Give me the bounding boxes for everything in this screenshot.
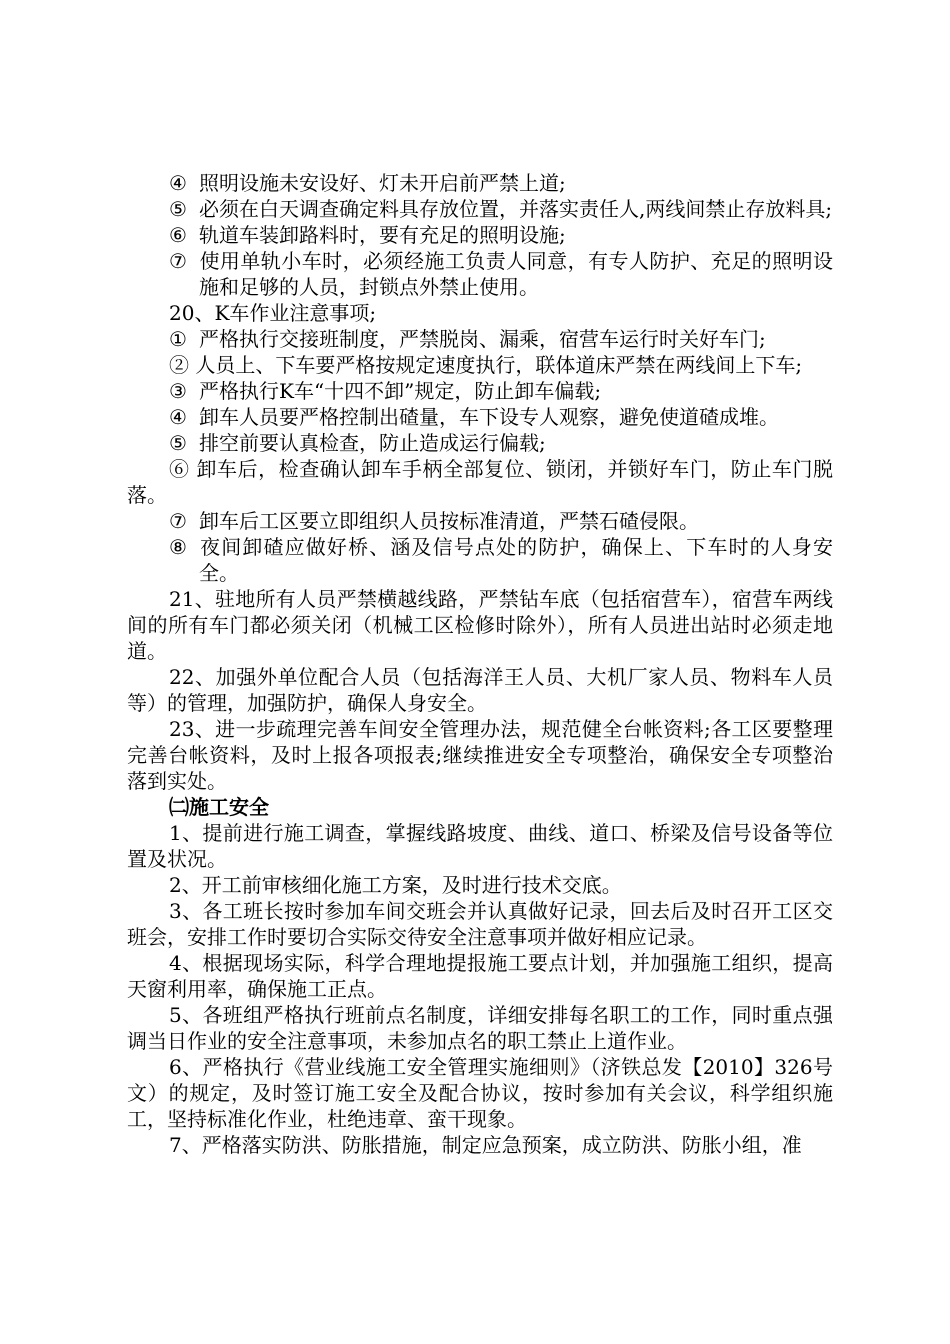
paragraph: 2、开工前审核细化施工方案，及时进行技术交底。 (169, 873, 622, 897)
list-item (127, 508, 833, 534)
paragraph: 7、严格落实防洪、防胀措施，制定应急预案，成立防洪、防胀小组，准 (169, 1133, 802, 1157)
list-marker: ⑤ (169, 431, 187, 455)
list-item (127, 534, 833, 586)
list-marker: ⑦ (169, 249, 187, 273)
paragraph: 20、K车作业注意事项; (169, 301, 377, 325)
list-marker: ④ (169, 171, 187, 195)
list-marker: ⑤ (169, 197, 187, 221)
document-page (127, 170, 833, 1158)
paragraph: 5、各班组严格执行班前点名制度，详细安排每名职工的工作，同时重点强调当日作业的安全注意事项，未参加点名的职工禁止上道作业。 (127, 1003, 833, 1053)
list-item-text: 必须在白天调查确定料具存放位置，并落实责任人,两线间禁止存放料具; (199, 197, 833, 221)
list-marker: ① (169, 327, 187, 351)
paragraph: 21、驻地所有人员严禁横越线路，严禁钻车底（包括宿营车），宿营车两线间的所有车门都必须关闭（机械工区检修时除外），所有人员进出站时必须走地道。 (127, 587, 833, 663)
list-item (127, 378, 833, 404)
paragraph: 22、加强外单位配合人员（包括海洋王人员、大机厂家人员、物料车人员等）的管理，加强防护，确保人身安全。 (127, 665, 833, 715)
paragraph: 6、严格执行《营业线施工安全管理实施细则》（济铁总发【2010】326号文）的规定，及时签订施工安全及配合协议，按时参加有关会议，科学组织施工，坚持标准化作业，杜绝违章、蛮干现象。 (127, 1055, 833, 1131)
paragraph: 3、各工班长按时参加车间交班会并认真做好记录，回去后及时召开工区交班会，安排工作时要切合实际交待安全注意事项并做好相应记录。 (127, 899, 833, 949)
list-marker: ③ (169, 379, 187, 403)
paragraph: ⑥ 卸车后，检查确认卸车手柄全部复位、锁闭，并锁好车门，防止车门脱落。 (127, 457, 833, 507)
list-item (127, 404, 833, 430)
list-item-text: 夜间卸碴应做好桥、涵及信号点处的防护，确保上、下车时的人身安全。 (199, 535, 833, 585)
list-item (127, 170, 833, 196)
list-marker: ⑦ (169, 509, 187, 533)
list-item-text: 轨道车装卸路料时，要有充足的照明设施; (199, 223, 566, 247)
list-item-text: 使用单轨小车时，必须经施工负责人同意，有专人防护、充足的照明设施和足够的人员，封锁点外禁止使用。 (199, 249, 833, 299)
list-item-text: 排空前要认真检查，防止造成运行偏载; (199, 431, 546, 455)
paragraph: 23、进一步疏理完善车间安全管理办法，规范健全台帐资料;各工区要整理完善台帐资料，及时上报各项报表;继续推进安全专项整治，确保安全专项整治落到实处。 (127, 717, 833, 793)
list-item-text: 卸车后工区要立即组织人员按标准清道，严禁石碴侵限。 (199, 509, 699, 533)
paragraph: 1、提前进行施工调查，掌握线路坡度、曲线、道口、桥梁及信号设备等位置及状况。 (127, 821, 833, 871)
list-marker: ⑧ (169, 535, 187, 559)
list-marker: ⑥ (169, 223, 187, 247)
list-item (127, 196, 833, 222)
list-item-text: 卸车人员要严格控制出碴量，车下设专人观察，避免使道碴成堆。 (199, 405, 779, 429)
paragraph: 4、根据现场实际，科学合理地提报施工要点计划，并加强施工组织，提高天窗利用率，确保施工正点。 (127, 951, 833, 1001)
list-item-text: 严格执行K车“十四不卸”规定，防止卸车偏载; (199, 379, 602, 403)
list-item (127, 222, 833, 248)
list-item (127, 326, 833, 352)
list-item-text: 严格执行交接班制度，严禁脱岗、漏乘，宿营车运行时关好车门; (199, 327, 766, 351)
list-marker: ④ (169, 405, 187, 429)
list-item (127, 248, 833, 300)
paragraph: ② 人员上、下车要严格按规定速度执行，联体道床严禁在两线间上下车; (169, 353, 803, 377)
list-item (127, 430, 833, 456)
section-heading: ㈡施工安全 (169, 795, 269, 819)
list-item-text: 照明设施未安设好、灯未开启前严禁上道; (199, 171, 566, 195)
